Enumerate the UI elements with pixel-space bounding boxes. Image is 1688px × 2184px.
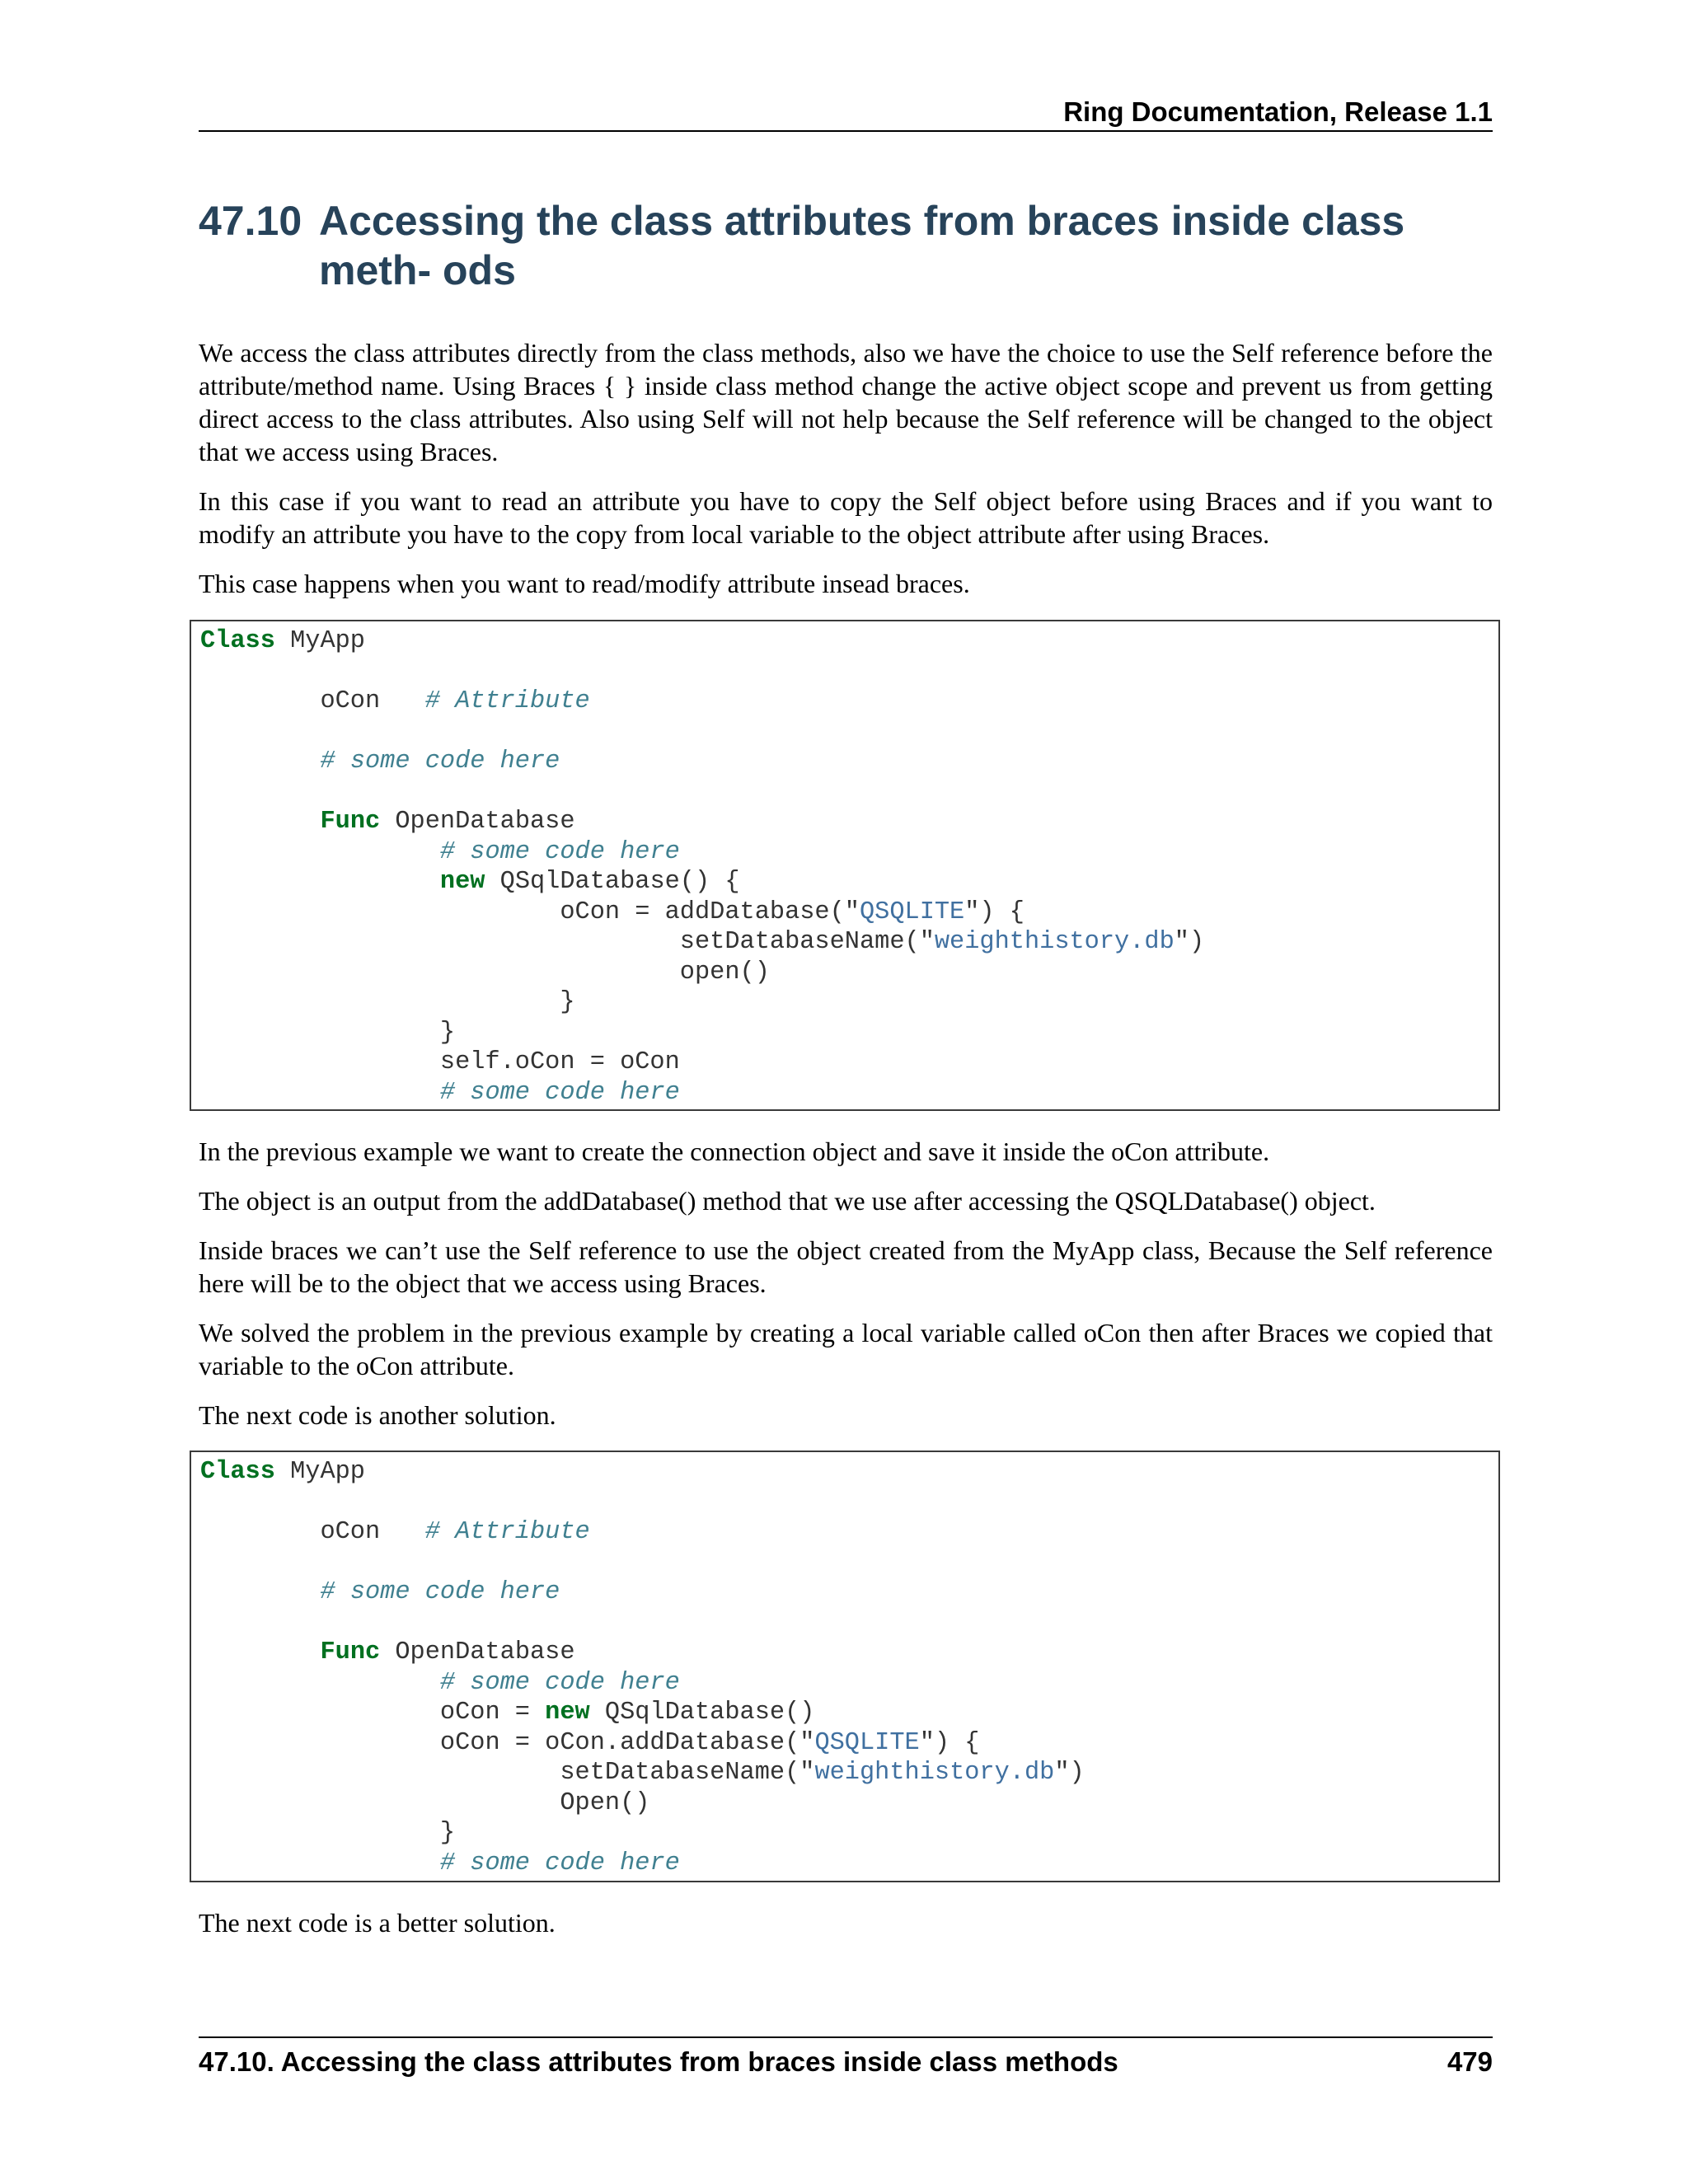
paragraph-inside-braces: Inside braces we can’t use the Self reference to use the object created from the MyApp class, Because the Self reference here will be to the object that we access using Braces. [199,1235,1493,1298]
code-line [200,808,575,836]
code-line [200,687,590,715]
code-line [200,1518,590,1546]
footer-rule [199,2036,1493,2038]
code-line [200,1759,1085,1787]
code-line [200,1729,979,1757]
code-keyword: new [439,868,485,896]
code-line [200,1638,575,1666]
code-line [200,838,680,866]
paragraph-previous-example: In the previous example we want to create the connection object and save it inside the oCon attribute. [199,1137,1270,1166]
code-text: ") [1174,928,1205,956]
code-keyword: Class [200,627,275,655]
code-text: oCon = oCon.addDatabase(" [200,1728,815,1757]
code-line [200,898,1025,926]
code-text: MyApp [274,1458,365,1486]
code-comment: # some code here [320,1578,560,1606]
footer-section-ref: 47.10. Accessing the class attributes from braces inside class methods [199,2046,1118,2077]
code-comment: # some code here [439,1668,680,1697]
code-line [200,1669,680,1697]
code-keyword: Func [320,808,381,836]
paragraph-copy-self: In this case if you want to read an attribute you have to copy the Self object before using Braces and if you want to modify an attribute you have to the copy from local variable to the object attribute after using Braces. [199,486,1493,549]
paragraph-solved: We solved the problem in the previous example by creating a local variable called oCon then after Braces we copied that variable to the oCon attribute. [199,1318,1493,1380]
code-string: weighthistory.db [814,1759,1055,1787]
header-rule [199,130,1493,132]
code-listing [191,1452,1498,1878]
code-comment: # some code here [439,837,680,866]
code-text: oCon [200,1518,425,1546]
code-keyword: new [545,1699,590,1727]
code-line [200,748,560,776]
document-page [199,0,1493,2184]
code-block-1 [190,620,1500,1111]
code-comment: # Attribute [424,687,590,715]
code-line [200,1079,680,1107]
code-string: QSQLITE [814,1728,920,1757]
paragraph-intro: We access the class attributes directly from the class methods, also we have the choice to use the Self reference before the attribute/method name. Using Braces { } inside class method change the active object scope and prevent us from getting direct access to the class attributes. Also using Self will not help because the Self reference will be changed to the object that we access using Braces. [199,338,1493,466]
code-text: oCon [200,687,425,715]
code-comment: # some code here [320,748,560,776]
code-text [200,1849,440,1877]
section-title: Accessing the class attributes from braces inside class meth- ods [319,198,1405,293]
code-comment: # Attribute [424,1518,590,1546]
code-text: } [200,1819,456,1847]
code-text [200,1669,440,1697]
code-line [200,1819,455,1847]
paragraph-object-output: The object is an output from the addDatabase() method that we use after accessing the QSQLDatabase() object. [199,1186,1376,1216]
code-listing [191,621,1498,1108]
code-text [200,1079,440,1107]
paragraph-another-solution: The next code is another solution. [199,1400,556,1430]
code-text: ") [1054,1759,1085,1787]
code-text: } [200,1018,456,1047]
code-line [200,1789,649,1817]
code-string: QSQLITE [859,898,965,926]
code-text: open() [200,958,770,987]
code-string: weighthistory.db [934,928,1175,956]
code-text: } [200,988,575,1016]
code-text: setDatabaseName(" [200,928,935,956]
code-text [200,838,440,866]
code-keyword: Func [320,1638,381,1666]
code-block-2 [190,1451,1500,1882]
code-text: QSqlDatabase() { [485,868,740,896]
code-line [200,1019,455,1047]
code-line [200,1458,365,1486]
section-number: 47.10 [199,198,302,244]
running-header: Ring Documentation, Release 1.1 [1063,96,1493,127]
code-comment: # some code here [439,1078,680,1107]
code-text [200,748,320,776]
code-line [200,868,740,896]
code-line [200,1578,560,1606]
code-line [200,928,1204,956]
code-text: OpenDatabase [380,808,575,836]
code-comment: # some code here [439,1849,680,1877]
page-number: 479 [1447,2046,1493,2077]
code-text: oCon = [200,1699,546,1727]
code-text [200,1578,320,1606]
paragraph-better-solution: The next code is a better solution. [199,1908,556,1938]
code-text: ") { [964,898,1025,926]
code-text: MyApp [274,627,365,655]
code-text: oCon = addDatabase(" [200,898,860,926]
code-line [200,988,575,1016]
code-text: ") { [919,1728,980,1757]
code-keyword: Class [200,1458,275,1486]
code-text: setDatabaseName(" [200,1759,815,1787]
code-text: self.oCon = oCon [200,1048,680,1076]
code-text: Open() [200,1788,650,1817]
code-text: OpenDatabase [380,1638,575,1666]
code-line [200,627,365,655]
code-line [200,1699,814,1727]
code-line [200,1048,680,1076]
paragraph-case: This case happens when you want to read/modify attribute insead braces. [199,569,970,598]
code-text: QSqlDatabase() [589,1699,815,1727]
code-line [200,1849,680,1877]
section-heading [199,196,1493,295]
code-text [200,868,440,896]
code-text [200,1638,320,1666]
code-text [200,808,320,836]
code-line [200,958,770,987]
